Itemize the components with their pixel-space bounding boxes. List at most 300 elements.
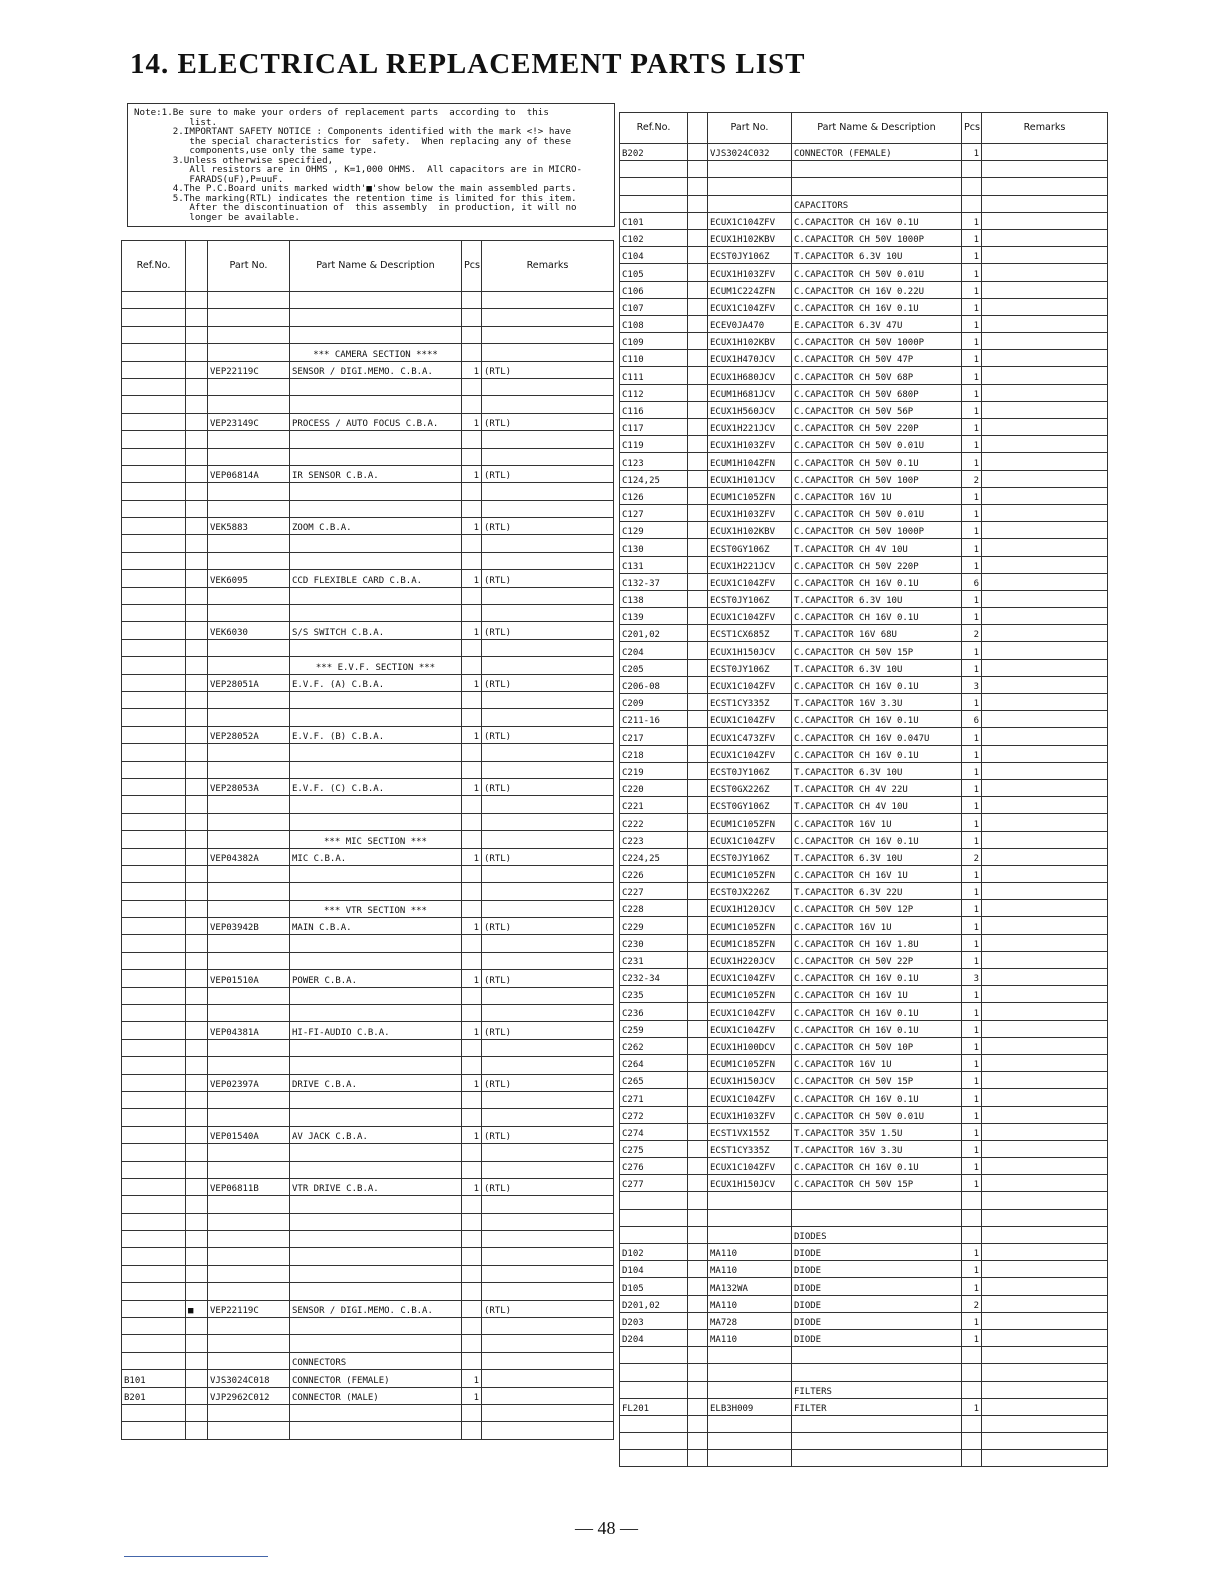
table-row xyxy=(620,1398,1108,1415)
cell-rem xyxy=(482,1248,614,1265)
cell-mark xyxy=(688,178,708,195)
cell-mark xyxy=(186,813,208,830)
cell-part: ECUX1C104ZFV xyxy=(708,212,792,229)
table-row xyxy=(122,1318,614,1335)
table-row xyxy=(620,1192,1108,1209)
cell-part: ECUX1C473ZFV xyxy=(708,728,792,745)
cell-ref xyxy=(122,378,186,395)
cell-mark xyxy=(186,1109,208,1126)
cell-mark xyxy=(688,1295,708,1312)
cell-rem: (RTL) xyxy=(482,1300,614,1317)
cell-rem xyxy=(482,831,614,848)
table-row xyxy=(620,797,1108,814)
cell-ref xyxy=(122,761,186,778)
cell-part: VEP01510A xyxy=(208,970,290,987)
cell-remarks xyxy=(982,865,1108,882)
table-row xyxy=(122,1057,614,1074)
cell-desc xyxy=(290,1248,462,1265)
cell-rem xyxy=(482,1161,614,1178)
cell-rem xyxy=(482,1318,614,1335)
cell-remarks xyxy=(982,969,1108,986)
table-row xyxy=(620,470,1108,487)
table-row xyxy=(122,1196,614,1213)
cell-desc: E.V.F. (B) C.B.A. xyxy=(290,726,462,743)
table-row xyxy=(620,1123,1108,1140)
cell-mark xyxy=(186,431,208,448)
cell-rem xyxy=(482,326,614,343)
cell-remarks xyxy=(982,178,1108,195)
table-row xyxy=(122,1300,614,1317)
table-row xyxy=(620,934,1108,951)
cell-remarks xyxy=(982,1175,1108,1192)
cell-rem xyxy=(482,448,614,465)
cell-remarks xyxy=(982,676,1108,693)
cell-pcs xyxy=(462,796,482,813)
cell-desc xyxy=(792,1450,962,1467)
cell-mark xyxy=(186,1265,208,1282)
cell-desc: C.CAPACITOR CH 16V 0.1U xyxy=(792,298,962,315)
table-row xyxy=(122,570,614,587)
cell-mark xyxy=(688,590,708,607)
cell-rem xyxy=(482,761,614,778)
cell-pcs xyxy=(462,309,482,326)
table-row xyxy=(122,1248,614,1265)
cell-ref xyxy=(122,448,186,465)
cell-mark xyxy=(688,814,708,831)
cell-desc: T.CAPACITOR 6.3V 10U xyxy=(792,762,962,779)
cell-desc: C.CAPACITOR CH 16V 0.1U xyxy=(792,711,962,728)
cell-ref xyxy=(122,1178,186,1195)
cell-mark xyxy=(688,642,708,659)
cell-rem xyxy=(482,952,614,969)
cell-ref: C106 xyxy=(620,281,688,298)
cell-part: ECUX1H102KBV xyxy=(708,229,792,246)
cell-desc: C.CAPACITOR CH 50V 1000P xyxy=(792,333,962,350)
cell-desc: C.CAPACITOR CH 16V 0.1U xyxy=(792,1020,962,1037)
cell-pcs: 1 xyxy=(462,361,482,378)
cell-mark xyxy=(186,344,208,361)
cell-rem xyxy=(482,1109,614,1126)
table-row xyxy=(122,970,614,987)
cell-desc: C.CAPACITOR CH 50V 100P xyxy=(792,470,962,487)
cell-part: ECUX1H101JCV xyxy=(708,470,792,487)
cell-mark xyxy=(688,1347,708,1364)
cell-ref: C265 xyxy=(620,1072,688,1089)
cell-remarks xyxy=(982,1037,1108,1054)
cell-ref: C275 xyxy=(620,1140,688,1157)
cell-ref xyxy=(620,1192,688,1209)
cell-ref: C232-34 xyxy=(620,969,688,986)
cell-part: ECUX1H220JCV xyxy=(708,951,792,968)
cell-desc: C.CAPACITOR CH 50V 10P xyxy=(792,1037,962,1054)
cell-desc: *** CAMERA SECTION **** xyxy=(290,344,462,361)
cell-desc: CONNECTOR (FEMALE) xyxy=(290,1370,462,1387)
cell-ref: C126 xyxy=(620,487,688,504)
cell-pcs: 1 xyxy=(962,590,982,607)
cell-part: VEK6095 xyxy=(208,570,290,587)
cell-pcs xyxy=(462,935,482,952)
cell-mark xyxy=(186,935,208,952)
cell-ref xyxy=(122,883,186,900)
cell-desc: T.CAPACITOR 35V 1.5U xyxy=(792,1123,962,1140)
cell-mark xyxy=(186,1057,208,1074)
cell-ref xyxy=(122,970,186,987)
cell-ref: C271 xyxy=(620,1089,688,1106)
cell-part: ECUX1C104ZFV xyxy=(708,1158,792,1175)
cell-part: ECEV0JA470 xyxy=(708,315,792,332)
cell-part xyxy=(708,1347,792,1364)
cell-remarks xyxy=(982,1226,1108,1243)
cell-mark xyxy=(688,883,708,900)
cell-mark xyxy=(186,691,208,708)
cell-ref: B201 xyxy=(122,1387,186,1404)
cell-mark xyxy=(688,195,708,212)
cell-remarks xyxy=(982,1347,1108,1364)
cell-mark xyxy=(186,865,208,882)
cell-part: ECUX1C104ZFV xyxy=(708,711,792,728)
cell-desc: E.V.F. (C) C.B.A. xyxy=(290,778,462,795)
cell-pcs: 1 xyxy=(962,522,982,539)
cell-ref: B101 xyxy=(122,1370,186,1387)
cell-desc: DRIVE C.B.A. xyxy=(290,1074,462,1091)
table-row xyxy=(620,728,1108,745)
cell-part: ECST0GY106Z xyxy=(708,797,792,814)
cell-mark xyxy=(688,1089,708,1106)
cell-remarks xyxy=(982,1089,1108,1106)
table-row xyxy=(122,326,614,343)
cell-desc xyxy=(792,1364,962,1381)
cell-remarks xyxy=(982,779,1108,796)
cell-mark xyxy=(688,573,708,590)
cell-part: MA110 xyxy=(708,1244,792,1261)
cell-desc: C.CAPACITOR CH 50V 56P xyxy=(792,401,962,418)
cell-part xyxy=(208,552,290,569)
cell-part xyxy=(208,883,290,900)
cell-part: ECST0JY106Z xyxy=(708,247,792,264)
cell-mark xyxy=(688,315,708,332)
cell-ref: C219 xyxy=(620,762,688,779)
cell-pcs: 1 xyxy=(962,1312,982,1329)
cell-desc xyxy=(290,500,462,517)
table-row xyxy=(620,831,1108,848)
parts-table-right xyxy=(619,112,1108,1467)
cell-pcs: 6 xyxy=(962,573,982,590)
cell-desc xyxy=(290,1405,462,1422)
note-line: list. xyxy=(134,116,217,128)
cell-part: VEP03942B xyxy=(208,918,290,935)
cell-part xyxy=(208,761,290,778)
cell-ref: D204 xyxy=(620,1329,688,1346)
table-row xyxy=(620,951,1108,968)
cell-rem: (RTL) xyxy=(482,465,614,482)
cell-part xyxy=(208,483,290,500)
cell-ref: C111 xyxy=(620,367,688,384)
cell-part xyxy=(208,1039,290,1056)
table-row xyxy=(122,691,614,708)
page-number: — 48 — xyxy=(575,1518,638,1538)
cell-pcs xyxy=(462,431,482,448)
table-row xyxy=(122,1039,614,1056)
cell-part: VEP22119C xyxy=(208,361,290,378)
cell-ref: D203 xyxy=(620,1312,688,1329)
cell-part: ECUM1C105ZFN xyxy=(708,814,792,831)
cell-mark xyxy=(186,309,208,326)
cell-ref xyxy=(122,605,186,622)
cell-pcs: 1 xyxy=(962,694,982,711)
cell-ref: C108 xyxy=(620,315,688,332)
cell-rem: (RTL) xyxy=(482,361,614,378)
cell-remarks xyxy=(982,711,1108,728)
cell-desc: SENSOR / DIGI.MEMO. C.B.A. xyxy=(290,1300,462,1317)
cell-desc: T.CAPACITOR 16V 68U xyxy=(792,625,962,642)
cell-remarks xyxy=(982,625,1108,642)
cell-mark xyxy=(688,1398,708,1415)
table-row xyxy=(122,778,614,795)
cell-desc: T.CAPACITOR 6.3V 10U xyxy=(792,659,962,676)
cell-desc xyxy=(290,552,462,569)
cell-pcs: 1 xyxy=(962,1089,982,1106)
cell-ref xyxy=(122,726,186,743)
cell-ref: C112 xyxy=(620,384,688,401)
cell-ref xyxy=(122,865,186,882)
cell-part xyxy=(708,1415,792,1432)
cell-pcs xyxy=(462,448,482,465)
cell-mark xyxy=(688,762,708,779)
cell-desc: SENSOR / DIGI.MEMO. C.B.A. xyxy=(290,361,462,378)
cell-desc xyxy=(290,1335,462,1352)
cell-rem xyxy=(482,1039,614,1056)
cell-ref xyxy=(122,344,186,361)
cell-desc: C.CAPACITOR CH 50V 220P xyxy=(792,419,962,436)
cell-mark xyxy=(688,401,708,418)
cell-pcs xyxy=(462,1109,482,1126)
cell-desc xyxy=(290,448,462,465)
table-row xyxy=(620,848,1108,865)
cell-pcs xyxy=(462,657,482,674)
cell-part: ECUX1H221JCV xyxy=(708,556,792,573)
table-row xyxy=(122,448,614,465)
table-row xyxy=(122,1352,614,1369)
cell-mark xyxy=(186,1370,208,1387)
cell-ref: C222 xyxy=(620,814,688,831)
cell-ref: C264 xyxy=(620,1054,688,1071)
cell-rem xyxy=(482,431,614,448)
cell-part: ECUM1C185ZFN xyxy=(708,934,792,951)
cell-pcs: 1 xyxy=(962,1037,982,1054)
cell-mark xyxy=(688,848,708,865)
cell-rem xyxy=(482,1387,614,1404)
cell-mark xyxy=(186,1248,208,1265)
cell-ref xyxy=(122,1022,186,1039)
table-row xyxy=(122,587,614,604)
cell-pcs: 1 xyxy=(962,1261,982,1278)
cell-ref xyxy=(122,1318,186,1335)
cell-part: ECUX1H103ZFV xyxy=(708,436,792,453)
cell-desc: C.CAPACITOR CH 50V 15P xyxy=(792,1175,962,1192)
cell-pcs xyxy=(462,1405,482,1422)
cell-desc: *** E.V.F. SECTION *** xyxy=(290,657,462,674)
header-ref: Ref.No. xyxy=(122,241,186,292)
cell-mark xyxy=(186,918,208,935)
cell-ref xyxy=(122,361,186,378)
cell-pcs: 6 xyxy=(962,711,982,728)
cell-pcs xyxy=(462,1057,482,1074)
table-row xyxy=(122,831,614,848)
cell-mark xyxy=(688,1020,708,1037)
table-row xyxy=(620,1347,1108,1364)
cell-desc xyxy=(290,709,462,726)
cell-desc xyxy=(290,987,462,1004)
cell-mark xyxy=(186,1178,208,1195)
cell-part: MA132WA xyxy=(708,1278,792,1295)
cell-ref: C138 xyxy=(620,590,688,607)
table-row xyxy=(620,883,1108,900)
cell-pcs: 1 xyxy=(962,247,982,264)
cell-pcs: 1 xyxy=(462,1387,482,1404)
cell-rem xyxy=(482,396,614,413)
cell-part xyxy=(208,1144,290,1161)
cell-part: ECST0JY106Z xyxy=(708,590,792,607)
cell-remarks xyxy=(982,762,1108,779)
cell-remarks xyxy=(982,1278,1108,1295)
cell-rem xyxy=(482,744,614,761)
cell-mark xyxy=(186,518,208,535)
cell-rem xyxy=(482,1057,614,1074)
cell-desc: C.CAPACITOR 16V 1U xyxy=(792,917,962,934)
table-row xyxy=(620,1054,1108,1071)
table-row xyxy=(620,590,1108,607)
cell-mark xyxy=(688,1054,708,1071)
cell-mark xyxy=(688,144,708,161)
cell-remarks xyxy=(982,539,1108,556)
cell-ref: C277 xyxy=(620,1175,688,1192)
cell-part: VEP02397A xyxy=(208,1074,290,1091)
cell-part xyxy=(208,1405,290,1422)
cell-mark xyxy=(688,1209,708,1226)
cell-ref xyxy=(122,1039,186,1056)
cell-desc xyxy=(792,161,962,178)
cell-mark xyxy=(688,350,708,367)
cell-desc xyxy=(290,1283,462,1300)
cell-rem xyxy=(482,587,614,604)
header-ref: Ref.No. xyxy=(620,113,688,144)
cell-part: ECST1CY335Z xyxy=(708,694,792,711)
cell-mark xyxy=(688,608,708,625)
table-row xyxy=(122,500,614,517)
cell-remarks xyxy=(982,281,1108,298)
cell-pcs xyxy=(462,987,482,1004)
cell-pcs xyxy=(462,326,482,343)
cell-desc xyxy=(290,1196,462,1213)
cell-rem xyxy=(482,378,614,395)
table-row xyxy=(620,1158,1108,1175)
cell-ref: C107 xyxy=(620,298,688,315)
cell-pcs xyxy=(462,1039,482,1056)
cell-pcs xyxy=(462,691,482,708)
cell-ref: C274 xyxy=(620,1123,688,1140)
note-line: Note:1.Be sure to make your orders of replacement parts according to this xyxy=(134,107,549,118)
cell-remarks xyxy=(982,797,1108,814)
cell-desc: C.CAPACITOR CH 16V 0.1U xyxy=(792,1158,962,1175)
cell-pcs xyxy=(462,483,482,500)
cell-mark xyxy=(688,504,708,521)
cell-remarks xyxy=(982,1140,1108,1157)
cell-pcs xyxy=(962,178,982,195)
cell-desc xyxy=(290,883,462,900)
cell-desc: C.CAPACITOR CH 50V 0.01U xyxy=(792,436,962,453)
cell-pcs xyxy=(462,552,482,569)
cell-remarks xyxy=(982,419,1108,436)
cell-rem xyxy=(482,813,614,830)
cell-mark xyxy=(186,500,208,517)
cell-remarks xyxy=(982,900,1108,917)
cell-pcs xyxy=(462,1144,482,1161)
cell-part: ECUX1H103ZFV xyxy=(708,1106,792,1123)
cell-rem: (RTL) xyxy=(482,570,614,587)
cell-desc xyxy=(290,1231,462,1248)
cell-mark xyxy=(186,674,208,691)
cell-pcs: 1 xyxy=(962,281,982,298)
cell-desc xyxy=(290,396,462,413)
table-row xyxy=(620,625,1108,642)
cell-part xyxy=(208,709,290,726)
cell-ref: C231 xyxy=(620,951,688,968)
cell-remarks xyxy=(982,590,1108,607)
cell-desc: C.CAPACITOR CH 16V 0.1U xyxy=(792,212,962,229)
cell-part xyxy=(208,691,290,708)
cell-mark xyxy=(186,1039,208,1056)
table-row xyxy=(122,1370,614,1387)
cell-ref xyxy=(620,1433,688,1450)
cell-ref: C205 xyxy=(620,659,688,676)
cell-pcs: 2 xyxy=(962,848,982,865)
cell-mark xyxy=(186,570,208,587)
cell-rem xyxy=(482,1005,614,1022)
cell-ref xyxy=(122,1005,186,1022)
cell-pcs: 1 xyxy=(462,1178,482,1195)
cell-remarks xyxy=(982,384,1108,401)
cell-desc: T.CAPACITOR 16V 3.3U xyxy=(792,1140,962,1157)
table-row xyxy=(122,1422,614,1439)
cell-mark xyxy=(688,745,708,762)
header-desc: Part Name & Description xyxy=(290,241,462,292)
cell-part: ECUM1C105ZFN xyxy=(708,986,792,1003)
cell-pcs: 1 xyxy=(962,917,982,934)
cell-mark xyxy=(186,1196,208,1213)
cell-desc: C.CAPACITOR CH 16V 0.22U xyxy=(792,281,962,298)
cell-remarks xyxy=(982,264,1108,281)
cell-pcs: 1 xyxy=(462,622,482,639)
cell-part: VEP01540A xyxy=(208,1126,290,1143)
cell-remarks xyxy=(982,504,1108,521)
cell-rem xyxy=(482,1370,614,1387)
table-row xyxy=(620,367,1108,384)
table-row xyxy=(620,1089,1108,1106)
cell-pcs: 1 xyxy=(962,642,982,659)
cell-desc xyxy=(792,1209,962,1226)
cell-part xyxy=(208,813,290,830)
cell-remarks xyxy=(982,1415,1108,1432)
cell-ref xyxy=(620,1364,688,1381)
cell-part: VJS3024C032 xyxy=(708,144,792,161)
cell-pcs: 1 xyxy=(462,570,482,587)
cell-mark xyxy=(688,247,708,264)
cell-desc: MAIN C.B.A. xyxy=(290,918,462,935)
cell-ref xyxy=(122,691,186,708)
cell-rem xyxy=(482,900,614,917)
cell-rem xyxy=(482,1405,614,1422)
cell-desc: CONNECTORS xyxy=(290,1352,462,1369)
